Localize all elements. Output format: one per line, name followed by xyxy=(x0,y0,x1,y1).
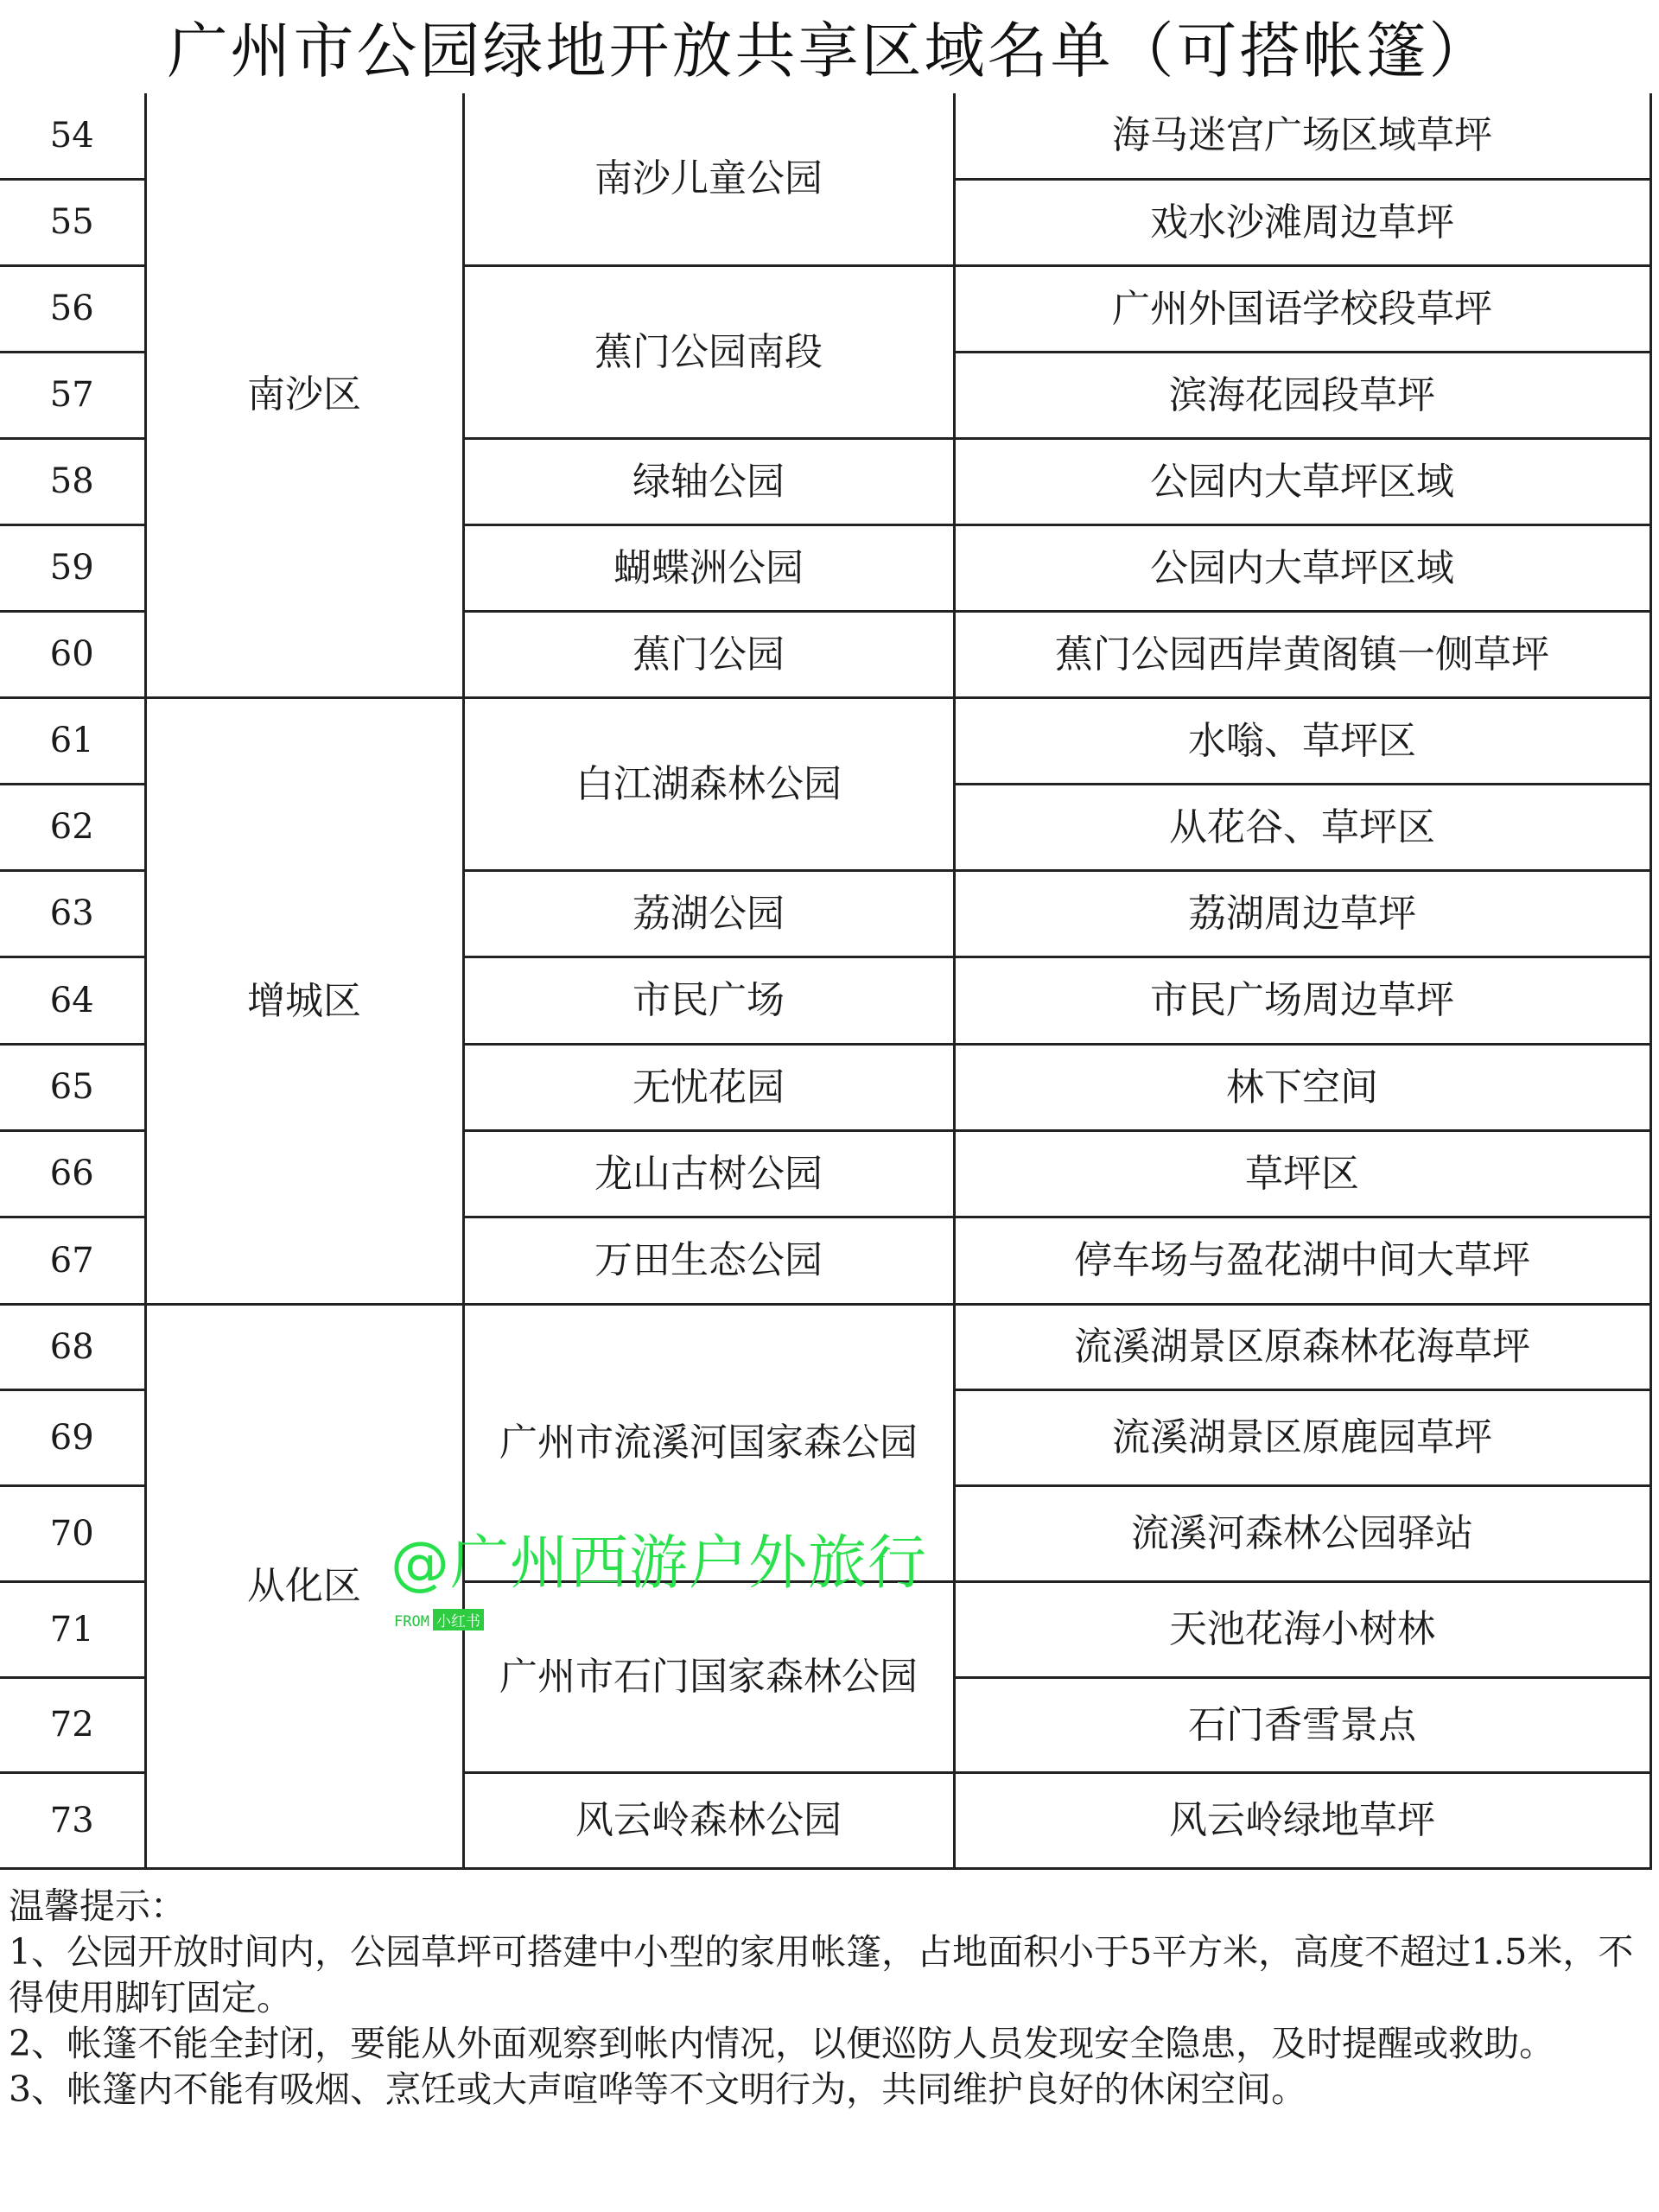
row-number: 69 xyxy=(0,1389,145,1485)
area-cell: 流溪湖景区原鹿园草坪 xyxy=(954,1389,1650,1485)
row-number: 56 xyxy=(0,265,145,352)
watermark-from: FROM xyxy=(394,1613,429,1630)
row-number: 62 xyxy=(0,784,145,870)
park-name-cell: 绿轴公园 xyxy=(463,438,954,524)
tips-heading: 温馨提示： xyxy=(9,1885,186,1927)
area-cell: 戏水沙滩周边草坪 xyxy=(954,179,1650,265)
area-cell: 公园内大草坪区域 xyxy=(954,524,1650,611)
row-number: 70 xyxy=(0,1485,145,1581)
table-row xyxy=(0,1304,1650,1389)
district-cell: 南沙区 xyxy=(145,93,463,697)
document-title: 广州市公园绿地开放共享区域名单（可搭帐篷） xyxy=(167,16,1492,86)
park-name-cell: 蝴蝶洲公园 xyxy=(463,524,954,611)
watermark-handle: @广州西游户外旅行 xyxy=(391,1529,928,1598)
tip-item-3: 3、帐篷内不能有吸烟、烹饪或大声喧哗等不文明行为，共同维护良好的休闲空间。 xyxy=(9,2069,1307,2110)
area-cell: 流溪湖景区原森林花海草坪 xyxy=(954,1304,1650,1389)
park-name-cell: 蕉门公园南段 xyxy=(463,265,954,438)
area-cell: 水嗡、草坪区 xyxy=(954,697,1650,784)
tips-section xyxy=(9,1884,1646,2113)
area-cell: 荔湖周边草坪 xyxy=(954,870,1650,957)
area-cell: 市民广场周边草坪 xyxy=(954,957,1650,1044)
row-number: 61 xyxy=(0,697,145,784)
tip-item-1: 1、公园开放时间内，公园草坪可搭建中小型的家用帐篷，占地面积小于5平方米，高度不超过1.5米，不得使用脚钉固定。 xyxy=(9,1931,1634,2018)
row-number: 60 xyxy=(0,611,145,697)
park-list-table xyxy=(0,93,1652,1870)
row-number: 66 xyxy=(0,1130,145,1217)
park-name-cell: 广州市石门国家森林公园 xyxy=(463,1581,954,1772)
park-name-cell: 无忧花园 xyxy=(463,1044,954,1130)
tip-item-2: 2、帐篷不能全封闭，要能从外面观察到帐内情况，以便巡防人员发现安全隐患，及时提醒或救助。 xyxy=(9,2023,1555,2064)
park-name-cell: 风云岭森林公园 xyxy=(463,1772,954,1868)
park-name-cell: 白江湖森林公园 xyxy=(463,697,954,870)
row-number: 71 xyxy=(0,1581,145,1677)
row-number: 58 xyxy=(0,438,145,524)
row-number: 68 xyxy=(0,1304,145,1389)
row-number: 72 xyxy=(0,1677,145,1772)
park-name-cell: 市民广场 xyxy=(463,957,954,1044)
row-number: 67 xyxy=(0,1217,145,1304)
area-cell: 蕉门公园西岸黄阁镇一侧草坪 xyxy=(954,611,1650,697)
park-name-cell: 荔湖公园 xyxy=(463,870,954,957)
area-cell: 石门香雪景点 xyxy=(954,1677,1650,1772)
area-cell: 广州外国语学校段草坪 xyxy=(954,265,1650,352)
table-row xyxy=(0,697,1650,784)
area-cell: 流溪河森林公园驿站 xyxy=(954,1485,1650,1581)
park-name-cell: 广州市流溪河国家森公园 xyxy=(463,1304,954,1581)
area-cell: 从花谷、草坪区 xyxy=(954,784,1650,870)
row-number: 64 xyxy=(0,957,145,1044)
area-cell: 滨海花园段草坪 xyxy=(954,352,1650,438)
park-name-cell: 蕉门公园 xyxy=(463,611,954,697)
area-cell: 海马迷宫广场区域草坪 xyxy=(954,93,1650,179)
district-cell: 从化区 xyxy=(145,1304,463,1868)
row-number: 57 xyxy=(0,352,145,438)
area-cell: 草坪区 xyxy=(954,1130,1650,1217)
park-name-cell: 龙山古树公园 xyxy=(463,1130,954,1217)
row-number: 59 xyxy=(0,524,145,611)
row-number: 65 xyxy=(0,1044,145,1130)
row-number: 73 xyxy=(0,1772,145,1868)
row-number: 55 xyxy=(0,179,145,265)
area-cell: 天池花海小树林 xyxy=(954,1581,1650,1677)
park-name-cell: 南沙儿童公园 xyxy=(463,93,954,265)
district-cell: 增城区 xyxy=(145,697,463,1304)
area-cell: 公园内大草坪区域 xyxy=(954,438,1650,524)
row-number: 54 xyxy=(0,93,145,179)
park-name-cell: 万田生态公园 xyxy=(463,1217,954,1304)
watermark-source xyxy=(394,1609,484,1630)
area-cell: 风云岭绿地草坪 xyxy=(954,1772,1650,1868)
row-number: 63 xyxy=(0,870,145,957)
table-row xyxy=(0,93,1650,179)
area-cell: 林下空间 xyxy=(954,1044,1650,1130)
area-cell: 停车场与盈花湖中间大草坪 xyxy=(954,1217,1650,1304)
watermark-app: 小红书 xyxy=(433,1609,484,1630)
